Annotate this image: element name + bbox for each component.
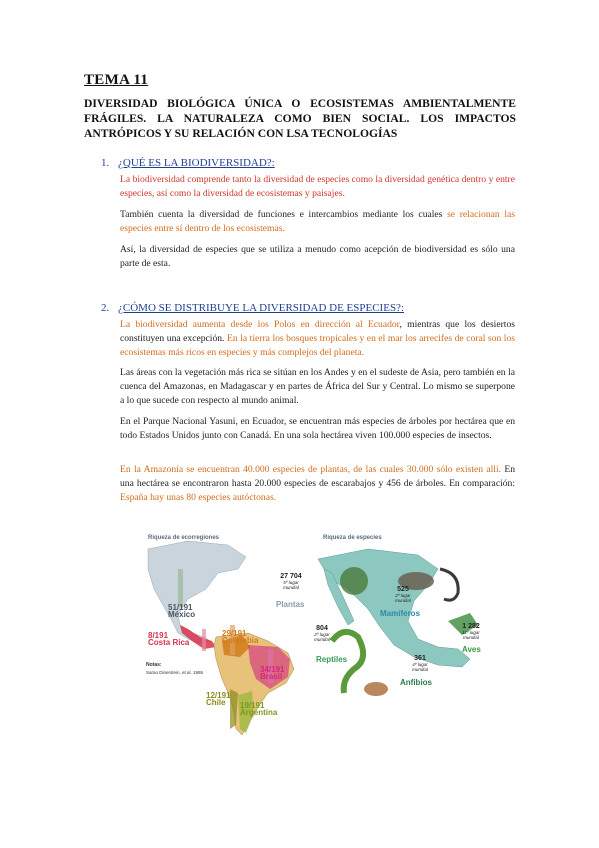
- section-1-paragraph-2-highlight: se relacionan las especies entre sí dentro de los ecosistemas.: [120, 209, 515, 234]
- section-2-paragraph-1-text: , mientras que los desiertos constituyen una excepción.: [120, 319, 515, 344]
- species-anfibios-name: Anfibios: [400, 678, 432, 687]
- species-plantas: 27 704 5º lugar mundial: [280, 573, 302, 590]
- ecoregion-mexico: 51/191 México: [168, 603, 196, 619]
- section-2-title: ¿CÓMO SE DISTRIBUYE LA DIVERSIDAD DE ESPECIES?:: [118, 302, 404, 314]
- section-2-heading: [101, 302, 404, 314]
- document-title: DIVERSIDAD BIOLÓGICA ÚNICA O ECOSISTEMAS AMBIENTALMENTE FRÁGILES. LA NATURALEZA COMO BIEN SOCIAL. LOS IMPACTOS ANTRÓPICOS Y SU RELACIÓN CON LSA TECNOLOGÍAS: [84, 97, 516, 140]
- species-reptiles-name: Reptiles: [316, 655, 348, 664]
- section-2-paragraph-1-highlight-1: La biodiversidad aumenta desde los Polos en dirección al Ecuador: [120, 319, 400, 330]
- section-2-paragraph-1-highlight-2: En la tierra los bosques tropicales y en el mar los arrecifes de coral son los ecosistemas más ricos en especies y más complejos del planeta.: [120, 333, 515, 358]
- ecoregion-brasil: 34/191 Brasil: [260, 665, 285, 681]
- figure-notes-label: Notas:: [146, 662, 162, 668]
- section-1-title: ¿QUÉ ES LA BIODIVERSIDAD?:: [118, 157, 275, 169]
- section-2-paragraph-4: [120, 463, 515, 505]
- species-mamiferos: 525 2º lugar mundial: [395, 586, 411, 603]
- ecoregion-costa-rica: 8/191 Costa Rica: [148, 631, 190, 647]
- section-1-heading: [101, 157, 275, 169]
- species-plantas-name: Plantas: [276, 600, 305, 609]
- ecoregion-argentina: 19/191 Argentina: [240, 701, 278, 717]
- species-reptiles: 804 2º lugar mundial: [314, 625, 330, 642]
- ecoregion-chile: 12/191 Chile: [206, 691, 231, 707]
- species-aves-name: Aves: [462, 645, 481, 654]
- section-2-paragraph-4-highlight-1: En la Amazonía se encuentran 40.000 especies de plantas, de las cuales 30.000 sólo existen allí.: [120, 464, 502, 475]
- ecoregions-heading: Riqueza de ecorregiones: [148, 535, 220, 541]
- section-1-paragraph-3: Así, la diversidad de especies que se utiliza a menudo como acepción de biodiversidad es sólo una parte de esta.: [120, 244, 515, 269]
- section-1-paragraph-1: La biodiversidad comprende tanto la diversidad de especies como la diversidad genética dentro y entre especies, así como la diversidad de ecosistemas y paisajes.: [120, 174, 515, 199]
- species-aves: 1 282 11º lugar mundial: [462, 623, 480, 640]
- ecoregion-colombia: 29/191 Colombia: [222, 629, 259, 645]
- section-2-paragraph-3: En el Parque Nacional Yasuni, en Ecuador, se encuentran más especies de árboles por hectárea que en todo Estados Unidos junto con Canadá. En una sola hectárea viven 100.000 especies de insectos.: [120, 416, 515, 441]
- figure-notes-text: Sarao Dinerstein, et al. 1995: [146, 670, 204, 675]
- section-2-paragraph-4-highlight-2: España hay unas 80 especies autóctonas.: [120, 492, 277, 503]
- species-heading: Riqueza de especies: [323, 535, 382, 541]
- section-2-paragraph-4-text: En una hectárea se encontraron hasta 20.000 especies de escarabajos y 456 de árboles. En comparación:: [120, 464, 515, 489]
- section-1-number: 1.: [101, 157, 110, 169]
- species-mamiferos-name: Mamíferos: [380, 609, 421, 618]
- biodiversity-map-figure: [118, 529, 494, 745]
- species-anfibios: 361 4º lugar mundial: [412, 655, 428, 672]
- section-2-number: 2.: [101, 302, 110, 314]
- section-2-paragraph-2: Las áreas con la vegetación más rica se sitúan en los Andes y en el sudeste de Asia, pero también en la cuenca del Amazonas, en Madagascar y en partes de África del Sur y Central. Lo mismo se superpone a lo que sucede con respecto al mundo animal.: [120, 367, 515, 406]
- section-1-paragraph-2-text: También cuenta la diversidad de funciones e intercambios mediante los cuales: [120, 209, 448, 220]
- mexico-map: [318, 549, 478, 696]
- section-1-paragraph-2: [120, 208, 515, 236]
- topic-number: TEMA 11: [84, 72, 149, 88]
- section-2-paragraph-1: [120, 318, 515, 360]
